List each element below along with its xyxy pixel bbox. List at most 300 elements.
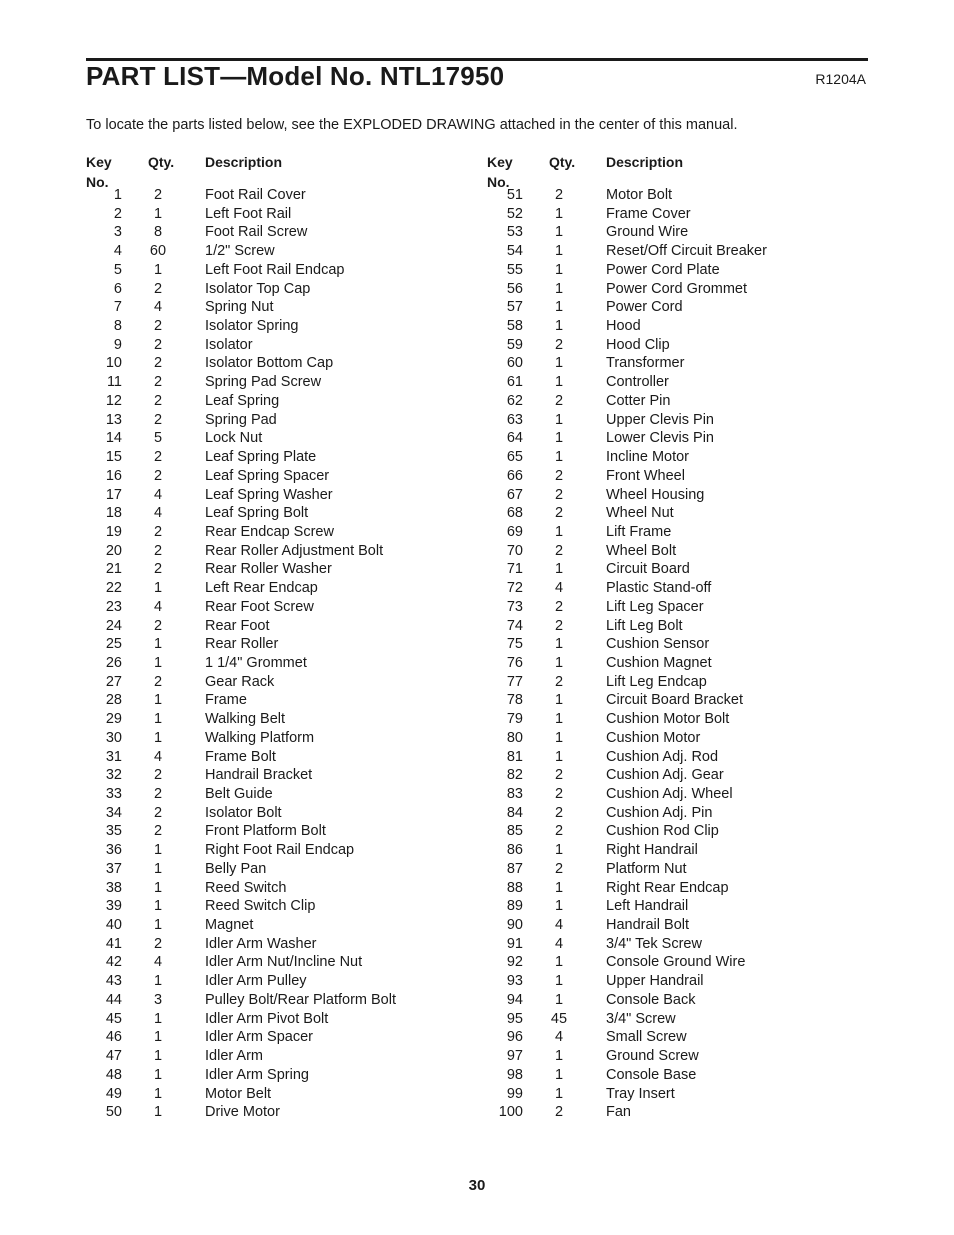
part-qty: 2 (153, 318, 163, 335)
part-description: Ground Screw (606, 1048, 699, 1065)
part-qty: 1 (554, 523, 564, 540)
part-qty: 1 (554, 879, 564, 896)
part-description: Leaf Spring Washer (205, 486, 333, 503)
part-qty: 4 (153, 748, 163, 765)
part-key-no: 79 (506, 711, 523, 728)
header-key-no: Key No. (86, 154, 112, 190)
part-qty: 1 (554, 991, 564, 1008)
part-description: Controller (606, 374, 669, 391)
part-qty: 1 (153, 636, 163, 653)
part-description: Cushion Adj. Gear (606, 767, 724, 784)
part-qty: 1 (554, 711, 564, 728)
part-qty: 2 (554, 598, 564, 615)
part-qty: 2 (554, 804, 564, 821)
part-description: Hood (606, 318, 641, 335)
part-description: Right Handrail (606, 842, 698, 859)
part-description: Reset/Off Circuit Breaker (606, 243, 767, 260)
part-qty: 2 (153, 187, 163, 203)
part-qty: 4 (153, 486, 163, 503)
part-qty: 1 (554, 374, 564, 391)
part-qty: 4 (554, 917, 564, 934)
part-qty: 4 (554, 1029, 564, 1046)
part-description: Cushion Magnet (606, 654, 712, 671)
part-description: Foot Rail Cover (205, 187, 306, 203)
part-description: Leaf Spring Plate (205, 449, 317, 466)
part-qty: 2 (153, 786, 163, 802)
part-key-no: 68 (506, 505, 523, 522)
part-key-no: 72 (506, 580, 523, 597)
part-qty: 1 (554, 243, 564, 260)
part-key-no: 62 (506, 392, 523, 409)
part-key-no: 41 (105, 935, 122, 952)
part-key-no: 84 (506, 804, 523, 821)
part-key-no: 26 (105, 654, 122, 671)
part-description: Frame Cover (606, 205, 691, 222)
part-key-no: 9 (113, 336, 122, 353)
part-key-no: 28 (105, 692, 122, 709)
part-qty: 2 (153, 374, 163, 391)
part-description: Power Cord (606, 299, 683, 316)
part-key-no: 46 (105, 1029, 122, 1046)
part-key-no: 23 (105, 598, 122, 615)
part-key-no: 42 (105, 954, 122, 971)
part-description: Front Platform Bolt (205, 823, 326, 840)
part-key-no: 48 (105, 1066, 122, 1083)
part-key-no: 50 (105, 1104, 122, 1121)
part-qty: 1 (153, 860, 163, 877)
part-key-no: 5 (113, 261, 122, 278)
part-description: Console Base (606, 1066, 697, 1083)
header-description: Description (606, 154, 684, 170)
part-description: Isolator Bolt (205, 804, 282, 821)
part-description: Cushion Adj. Pin (606, 804, 713, 821)
part-description: Isolator Bottom Cap (205, 355, 334, 372)
part-qty: 2 (153, 336, 163, 353)
part-key-no: 73 (506, 598, 523, 615)
part-description: Frame Bolt (205, 748, 276, 765)
part-qty: 1 (153, 898, 163, 915)
part-description: Cushion Adj. Wheel (606, 786, 733, 802)
part-qty: 2 (554, 786, 564, 802)
part-qty: 4 (153, 954, 163, 971)
part-key-no: 4 (113, 243, 122, 260)
part-description: 3/4" Screw (606, 1010, 676, 1027)
part-key-no: 25 (105, 636, 122, 653)
part-qty: 1 (554, 355, 564, 372)
part-qty: 1 (153, 1104, 163, 1121)
part-description: Circuit Board (606, 561, 690, 578)
part-key-no: 27 (105, 673, 122, 690)
part-qty: 2 (153, 523, 163, 540)
part-description: Cushion Sensor (606, 636, 710, 653)
part-qty: 1 (554, 748, 564, 765)
part-qty: 2 (554, 823, 564, 840)
part-description: Tray Insert (606, 1085, 675, 1102)
part-qty: 2 (554, 336, 564, 353)
part-description: Pulley Bolt/Rear Platform Bolt (205, 991, 396, 1008)
part-key-no: 92 (506, 954, 523, 971)
part-qty: 3 (153, 991, 163, 1008)
part-qty: 1 (554, 636, 564, 653)
part-description: Power Cord Grommet (606, 280, 748, 297)
part-description: Lift Leg Endcap (606, 673, 707, 690)
part-description: Leaf Spring Bolt (205, 505, 309, 522)
page-number: 30 (468, 1177, 486, 1194)
part-description: Leaf Spring (205, 392, 280, 409)
part-key-no: 22 (105, 580, 122, 597)
part-description: Incline Motor (606, 449, 690, 466)
part-qty: 1 (153, 654, 163, 671)
part-description: Idler Arm Spring (205, 1066, 309, 1083)
part-qty: 1 (554, 280, 564, 297)
part-qty: 1 (153, 1066, 163, 1083)
part-qty: 8 (153, 224, 163, 241)
part-qty: 2 (153, 449, 163, 466)
part-qty: 2 (554, 860, 564, 877)
part-description: Handrail Bolt (606, 917, 690, 934)
part-key-no: 17 (105, 486, 122, 503)
part-qty: 2 (153, 392, 163, 409)
part-description: 3/4" Tek Screw (606, 935, 702, 952)
part-description: Idler Arm Nut/Incline Nut (205, 954, 363, 971)
part-description: Motor Bolt (606, 187, 673, 203)
part-description: Leaf Spring Spacer (205, 467, 330, 484)
part-qty: 2 (554, 1104, 564, 1121)
part-key-no: 54 (506, 243, 523, 260)
part-key-no: 45 (105, 1010, 122, 1027)
part-description: Console Back (606, 991, 696, 1008)
part-key-no: 44 (105, 991, 122, 1008)
part-key-no: 99 (506, 1085, 523, 1102)
part-key-no: 81 (506, 748, 523, 765)
part-qty: 1 (153, 1010, 163, 1027)
part-description: 1 1/4" Grommet (205, 654, 307, 671)
part-description: Console Ground Wire (606, 954, 746, 971)
part-key-no: 95 (506, 1010, 523, 1027)
part-key-no: 24 (105, 617, 122, 634)
part-qty: 2 (554, 542, 564, 559)
part-description: Rear Roller (205, 636, 279, 653)
part-key-no: 64 (506, 430, 523, 447)
part-description: Idler Arm Pulley (205, 973, 307, 990)
part-description: Right Rear Endcap (606, 879, 729, 896)
part-qty: 1 (554, 654, 564, 671)
part-key-no: 32 (105, 767, 122, 784)
part-qty: 4 (554, 935, 564, 952)
part-key-no: 15 (105, 449, 122, 466)
part-description: Lift Frame (606, 523, 672, 540)
part-key-no: 52 (506, 205, 523, 222)
part-key-no: 61 (506, 374, 523, 391)
part-qty: 1 (554, 318, 564, 335)
part-description: Lower Clevis Pin (606, 430, 714, 447)
part-key-no: 94 (506, 991, 523, 1008)
part-description: Gear Rack (205, 673, 275, 690)
part-qty: 1 (153, 261, 163, 278)
part-description: Walking Platform (205, 729, 315, 746)
part-key-no: 19 (105, 523, 122, 540)
part-description: Rear Roller Adjustment Bolt (205, 542, 384, 559)
part-key-no: 88 (506, 879, 523, 896)
part-description: Plastic Stand-off (606, 580, 712, 597)
part-qty: 2 (153, 411, 163, 428)
part-key-no: 90 (506, 917, 523, 934)
part-key-no: 3 (113, 224, 122, 241)
part-key-no: 12 (105, 392, 122, 409)
part-qty: 1 (153, 729, 163, 746)
part-qty: 4 (153, 299, 163, 316)
part-key-no: 70 (506, 542, 523, 559)
part-key-no: 51 (506, 187, 523, 203)
part-qty: 1 (153, 879, 163, 896)
part-description: Upper Handrail (606, 973, 704, 990)
part-description: Frame (205, 692, 247, 709)
part-key-no: 74 (506, 617, 523, 634)
part-qty: 2 (153, 355, 163, 372)
part-key-no: 39 (105, 898, 122, 915)
part-key-no: 55 (506, 261, 523, 278)
part-key-no: 18 (105, 505, 122, 522)
part-qty: 2 (153, 561, 163, 578)
part-qty: 1 (554, 954, 564, 971)
part-description: Idler Arm (205, 1048, 264, 1065)
part-description: Platform Nut (606, 860, 687, 877)
part-description: Rear Foot Screw (205, 598, 314, 615)
part-description: Magnet (205, 917, 254, 934)
part-description: Reed Switch (205, 879, 287, 896)
part-qty: 1 (153, 1048, 163, 1065)
part-key-no: 65 (506, 449, 523, 466)
part-key-no: 98 (506, 1066, 523, 1083)
part-description: Wheel Nut (606, 505, 674, 522)
part-key-no: 43 (105, 973, 122, 990)
part-description: Left Foot Rail Endcap (205, 261, 345, 278)
part-key-no: 93 (506, 973, 523, 990)
part-key-no: 31 (105, 748, 122, 765)
part-key-no: 14 (105, 430, 122, 447)
part-description: Rear Endcap Screw (205, 523, 334, 540)
part-description: 1/2" Screw (205, 243, 275, 260)
part-key-no: 86 (506, 842, 523, 859)
part-description: Isolator Spring (205, 318, 299, 335)
part-qty: 1 (554, 205, 564, 222)
part-key-no: 60 (506, 355, 523, 372)
part-key-no: 30 (105, 729, 122, 746)
part-key-no: 76 (506, 654, 523, 671)
part-qty: 1 (153, 580, 163, 597)
part-description: Small Screw (606, 1029, 687, 1046)
part-description: Foot Rail Screw (205, 224, 308, 241)
part-description: Spring Nut (205, 299, 274, 316)
part-description: Rear Foot (205, 617, 270, 634)
part-qty: 1 (153, 692, 163, 709)
part-description: Wheel Bolt (606, 542, 677, 559)
part-qty: 1 (554, 729, 564, 746)
part-qty: 1 (153, 917, 163, 934)
part-key-no: 97 (506, 1048, 523, 1065)
part-key-no: 10 (105, 355, 122, 372)
part-qty: 1 (153, 1085, 163, 1102)
part-qty: 4 (554, 580, 564, 597)
part-key-no: 49 (105, 1085, 122, 1102)
part-key-no: 20 (105, 542, 122, 559)
part-key-no: 8 (113, 318, 122, 335)
part-key-no: 16 (105, 467, 122, 484)
part-key-no: 69 (506, 523, 523, 540)
part-key-no: 83 (506, 786, 523, 802)
part-qty: 1 (554, 842, 564, 859)
part-description: Isolator (205, 336, 253, 353)
part-qty: 2 (554, 617, 564, 634)
part-key-no: 89 (506, 898, 523, 915)
part-description: Walking Belt (205, 711, 286, 728)
header-key-no: Key No. (487, 154, 513, 190)
header-qty: Qty. (148, 154, 175, 170)
part-qty: 2 (153, 673, 163, 690)
part-qty: 2 (153, 935, 163, 952)
part-description: Belt Guide (205, 786, 273, 802)
page-title: PART LIST—Model No. NTL17950 (86, 61, 505, 91)
part-qty: 1 (554, 973, 564, 990)
part-qty: 1 (554, 261, 564, 278)
part-description: Belly Pan (205, 860, 267, 877)
part-qty: 2 (153, 767, 163, 784)
part-description: Rear Roller Washer (205, 561, 332, 578)
part-description: Fan (606, 1104, 631, 1121)
part-qty: 2 (554, 392, 564, 409)
part-description: Left Handrail (606, 898, 689, 915)
part-description: Handrail Bracket (205, 767, 313, 784)
part-key-no: 87 (506, 860, 523, 877)
part-description: Spring Pad (205, 411, 277, 428)
part-description: Cotter Pin (606, 392, 671, 409)
document-code: R1204A (815, 71, 866, 87)
part-description: Left Foot Rail (205, 205, 292, 222)
part-qty: 2 (153, 804, 163, 821)
part-qty: 45 (550, 1010, 568, 1027)
part-key-no: 6 (113, 280, 122, 297)
part-qty: 5 (153, 430, 163, 447)
part-key-no: 71 (506, 561, 523, 578)
part-key-no: 7 (113, 299, 122, 316)
part-key-no: 75 (506, 636, 523, 653)
part-key-no: 57 (506, 299, 523, 316)
part-description: Left Rear Endcap (205, 580, 318, 597)
intro-text: To locate the parts listed below, see the EXPLODED DRAWING attached in the center of this manual. (86, 117, 738, 133)
part-key-no: 47 (105, 1048, 122, 1065)
part-qty: 2 (554, 505, 564, 522)
part-description: Idler Arm Washer (205, 935, 317, 952)
part-description: Motor Belt (205, 1085, 272, 1102)
part-qty: 1 (153, 842, 163, 859)
part-key-no: 78 (506, 692, 523, 709)
part-description: Lock Nut (205, 430, 263, 447)
part-key-no: 91 (506, 935, 523, 952)
part-key-no: 1 (113, 187, 122, 203)
part-key-no: 33 (105, 786, 122, 802)
part-description: Cushion Motor Bolt (606, 711, 730, 728)
part-key-no: 56 (506, 280, 523, 297)
part-key-no: 34 (105, 804, 122, 821)
part-key-no: 77 (506, 673, 523, 690)
part-qty: 1 (554, 898, 564, 915)
part-qty: 1 (554, 1085, 564, 1102)
part-description: Lift Leg Bolt (606, 617, 683, 634)
part-key-no: 29 (105, 711, 122, 728)
part-qty: 2 (153, 280, 163, 297)
part-description: Cushion Motor (606, 729, 701, 746)
part-description: Reed Switch Clip (205, 898, 316, 915)
header-qty: Qty. (549, 154, 576, 170)
part-description: Upper Clevis Pin (606, 411, 714, 428)
part-qty: 4 (153, 505, 163, 522)
part-key-no: 37 (105, 860, 122, 877)
part-qty: 2 (153, 617, 163, 634)
part-key-no: 21 (105, 561, 122, 578)
part-key-no: 82 (506, 767, 523, 784)
part-description: Front Wheel (606, 467, 685, 484)
part-description: Wheel Housing (606, 486, 705, 503)
part-qty: 1 (554, 299, 564, 316)
part-key-no: 66 (506, 467, 523, 484)
part-qty: 1 (554, 561, 564, 578)
part-qty: 1 (153, 973, 163, 990)
part-qty: 1 (554, 692, 564, 709)
header-description: Description (205, 154, 283, 170)
part-description: Cushion Adj. Rod (606, 748, 719, 765)
part-key-no: 40 (105, 917, 122, 934)
part-key-no: 35 (105, 823, 122, 840)
part-qty: 4 (153, 598, 163, 615)
part-key-no: 2 (113, 205, 122, 222)
part-qty: 1 (554, 411, 564, 428)
part-qty: 1 (554, 449, 564, 466)
part-description: Power Cord Plate (606, 261, 720, 278)
part-description: Spring Pad Screw (205, 374, 322, 391)
part-qty: 1 (153, 711, 163, 728)
part-qty: 1 (153, 1029, 163, 1046)
part-qty: 1 (554, 430, 564, 447)
part-key-no: 53 (506, 224, 523, 241)
part-description: Idler Arm Spacer (205, 1029, 313, 1046)
part-description: Cushion Rod Clip (606, 823, 719, 840)
part-qty: 1 (554, 1048, 564, 1065)
part-key-no: 67 (506, 486, 523, 503)
part-key-no: 11 (106, 374, 122, 391)
part-key-no: 38 (105, 879, 122, 896)
part-qty: 2 (554, 187, 564, 203)
part-qty: 60 (149, 243, 167, 260)
part-qty: 1 (554, 224, 564, 241)
part-description: Lift Leg Spacer (606, 598, 704, 615)
part-key-no: 58 (506, 318, 523, 335)
part-qty: 2 (153, 467, 163, 484)
part-description: Idler Arm Pivot Bolt (205, 1010, 329, 1027)
part-qty: 1 (554, 1066, 564, 1083)
part-qty: 2 (554, 467, 564, 484)
part-description: Hood Clip (606, 336, 670, 353)
part-description: Right Foot Rail Endcap (205, 842, 355, 859)
part-qty: 2 (554, 767, 564, 784)
part-key-no: 13 (105, 411, 122, 428)
part-key-no: 63 (506, 411, 523, 428)
part-description: Isolator Top Cap (205, 280, 311, 297)
part-qty: 2 (153, 542, 163, 559)
part-key-no: 85 (506, 823, 523, 840)
part-description: Transformer (606, 355, 685, 372)
part-key-no: 96 (506, 1029, 523, 1046)
part-qty: 2 (554, 673, 564, 690)
